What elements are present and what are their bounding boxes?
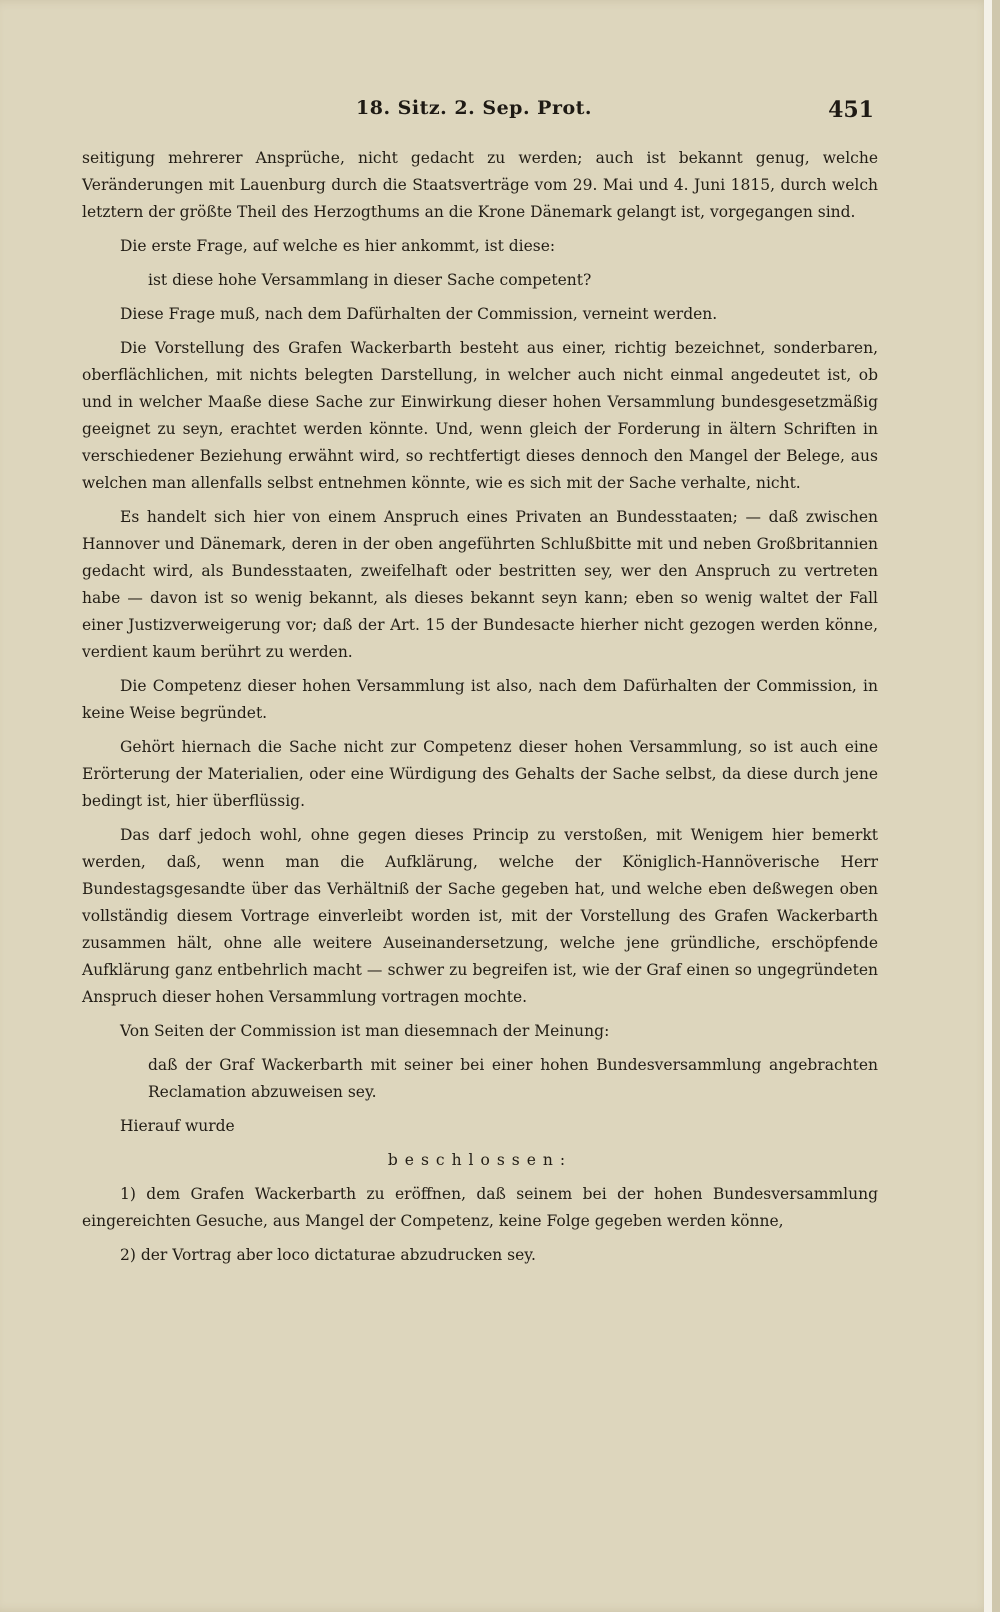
paragraph: Die erste Frage, auf welche es hier ankommt, ist diese: xyxy=(120,237,556,255)
question: ist diese hohe Versammlang in dieser Sache competent? xyxy=(148,271,592,289)
resolution-item: 2) der Vortrag aber loco dictaturae abzudrucken sey. xyxy=(120,1246,536,1264)
opinion: daß der Graf Wackerbarth mit seiner bei einer hohen Bundesversammlung angebrachten Reclamation abzuweisen sey. xyxy=(148,1056,878,1101)
paragraph: seitigung mehrerer Ansprüche, nicht gedacht zu werden; auch ist bekannt genug, welche Veränderungen mit Lauenburg durch die Staatsverträge vom 29. Mai und 4. Juni 1815, durch welch letztern der größte Theil des Herzogthums an die Krone Dänemark gelangt ist, vorgegangen sind. xyxy=(82,149,878,221)
paragraph: Die Competenz dieser hohen Versammlung ist also, nach dem Dafürhalten der Commission, in keine Weise begründet. xyxy=(82,677,878,722)
paragraph: Hierauf wurde xyxy=(120,1117,235,1135)
paragraph: Gehört hiernach die Sache nicht zur Competenz dieser hohen Versammlung, so ist auch eine Erörterung der Materialien, oder eine Würdigung des Gehalts der Sache selbst, da diese durch jene bedingt ist, hier überflüssig. xyxy=(82,738,878,810)
paragraph: Von Seiten der Commission ist man diesemnach der Meinung: xyxy=(120,1022,610,1040)
paragraph: Die Vorstellung des Grafen Wackerbarth besteht aus einer, richtig bezeichnet, sonderbaren, oberflächlichen, mit nichts belegten Darstellung, in welcher auch nicht einmal angedeutet ist, ob und in welcher Maaße diese Sache zur Einwirkung dieser hohen Versammlung bundesgesetzmäßig geeignet zu seyn, erachtet werden könnte. Und, wenn gleich der Forderung in ältern Schriften in verschiedener Beziehung erwähnt wird, so rechtfertigt dieses dennoch den Mangel der Belege, aus welchen man allenfalls selbst entnehmen könnte, wie es sich mit der Sache verhalte, nicht. xyxy=(82,339,878,492)
running-title: 18. Sitz. 2. Sep. Prot. xyxy=(356,97,593,119)
resolution-heading: beschlossen: xyxy=(387,1151,573,1169)
paragraph: Das darf jedoch wohl, ohne gegen dieses Princip zu verstoßen, mit Wenigem hier bemerkt werden, daß, wenn man die Aufklärung, welche der Königlich-Hannöverische Herr Bundestagsgesandte über das Verhältniß der Sache gegeben hat, und welche eben deßwegen oben vollständig diesem Vortrage einverleibt worden ist, mit der Vorstellung des Grafen Wackerbarth zusammen hält, ohne alle weitere Auseinandersetzung, welche jene gründliche, erschöpfende Aufklärung ganz entbehrlich macht — schwer zu begreifen ist, wie der Graf einen so ungegründeten Anspruch dieser hohen Versammlung vortragen mochte. xyxy=(82,826,878,1006)
paragraph: Diese Frage muß, nach dem Dafürhalten der Commission, verneint werden. xyxy=(120,305,718,323)
page-number: 451 xyxy=(828,97,874,123)
paragraph: Es handelt sich hier von einem Anspruch eines Privaten an Bundesstaaten; — daß zwischen Hannover und Dänemark, deren in der oben angeführten Schlußbitte mit und neben Großbritannien gedacht wird, als Bundesstaaten, zweifelhaft oder bestritten sey, wer den Anspruch zu vertreten habe — davon ist so wenig bekannt, als dieses bekannt seyn kann; eben so wenig waltet der Fall einer Justizverweigerung vor; daß der Art. 15 der Bundesacte hierher nicht gezogen werden könne, verdient kaum berührt zu werden. xyxy=(82,508,878,661)
page-body xyxy=(82,145,878,1276)
page-edge xyxy=(984,0,992,1612)
resolution-item: 1) dem Grafen Wackerbarth zu eröffnen, daß seinem bei der hohen Bundesversammlung eingereichten Gesuche, aus Mangel der Competenz, keine Folge gegeben werden könne, xyxy=(82,1185,878,1230)
page-header xyxy=(0,97,992,127)
